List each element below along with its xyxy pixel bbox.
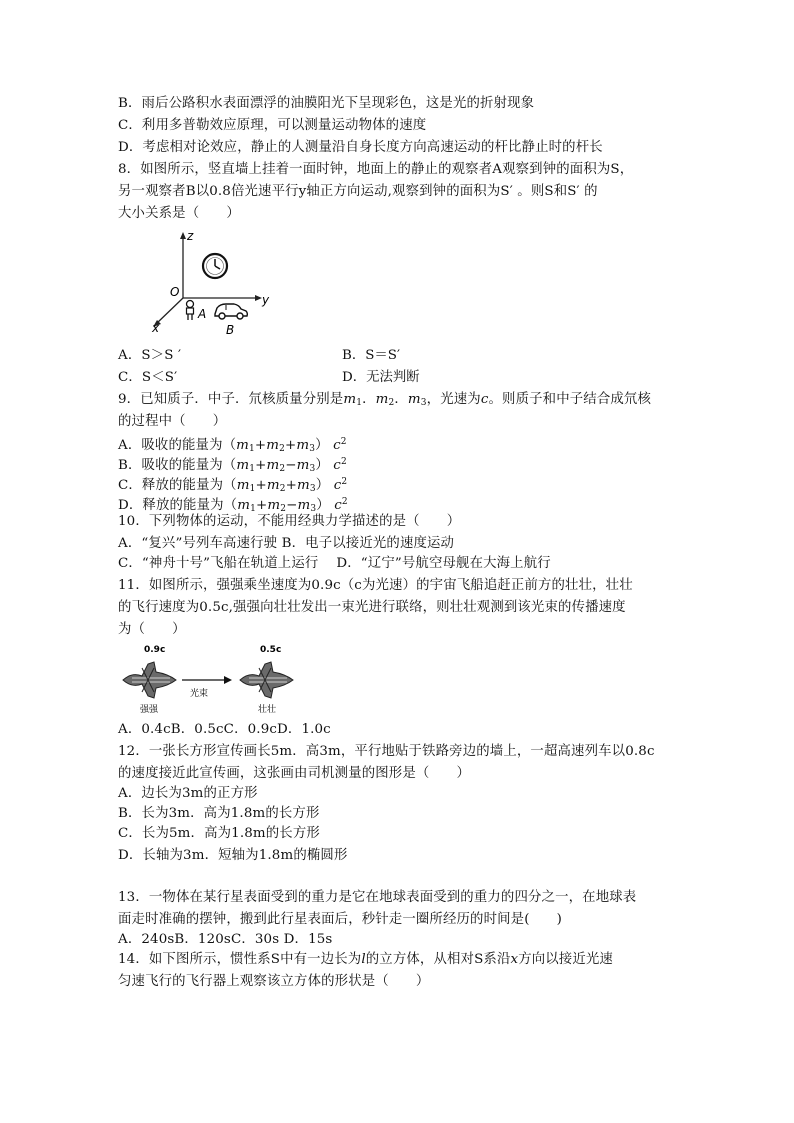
q8-stem-line2: 另一观察者B以0.8倍光速平行y轴正方向运动,观察到钟的面积为S′ 。则S和S′ 的 bbox=[118, 184, 598, 199]
spaceship-right-icon bbox=[240, 662, 293, 698]
q8-option-c: C．S＜S′ bbox=[118, 370, 178, 385]
observer-a-label: A bbox=[198, 307, 207, 321]
q13-options: A．240sB．120sC．30s D．15s bbox=[118, 932, 333, 947]
q11-stem-line2: 的飞行速度为0.5c,强强向壮壮发出一束光进行联络，则壮壮观测到该光束的传播速度 bbox=[118, 600, 626, 615]
q8-stem-line3: 大小关系是（ ） bbox=[118, 206, 240, 221]
q7-option-c: C．利用多普勒效应原理，可以测量运动物体的速度 bbox=[118, 118, 427, 133]
q14-stem-line1: 14．如下图所示，惯性系S中有一边长为l的立方体，从相对S系沿x方向以接近光速 bbox=[118, 952, 613, 967]
z-label: z bbox=[187, 229, 194, 243]
q8-option-b: B．S＝S′ bbox=[342, 348, 401, 363]
q9-option-d: D．释放的能量为$(m_1+m_2-m_3)$ $c^2$ bbox=[118, 497, 348, 514]
q11-stem-line1: 11．如图所示，强强乘坐速度为0.9c（c为光速）的宇宙飞船追赶正前方的壮壮，壮壮 bbox=[118, 578, 633, 593]
x-label: x bbox=[152, 321, 160, 335]
q11-options: A．0.4cB．0.5cC．0.9cD．1.0c bbox=[118, 722, 331, 737]
q12-stem-line2: 的速度接近此宣传画，这张画由司机测量的图形是（ ） bbox=[118, 766, 471, 781]
clock-icon bbox=[203, 254, 227, 278]
observer-a-icon bbox=[187, 301, 194, 321]
car-b-label: B bbox=[226, 323, 235, 337]
x-axis bbox=[156, 298, 183, 324]
origin-label: O bbox=[170, 285, 180, 299]
car-b-icon bbox=[215, 304, 247, 319]
q10-options-cd: C．“神舟十号”飞船在轨道上运行 D．“辽宁”号航空母舰在大海上航行 bbox=[118, 556, 551, 571]
q9-stem-line1: 9．已知质子．中子．氘核质量分别是$m_1$．$m_2$．$m_3$，光速为c。则质子和中子结合成氘核 bbox=[118, 392, 651, 408]
name-label-right: 壮壮 bbox=[258, 705, 277, 714]
q9-option-c: C．释放的能量为$(m_1+m_2+m_3)$ $c^2$ bbox=[118, 477, 348, 494]
spaceship-left-icon bbox=[123, 662, 176, 698]
q8-option-d: D．无法判断 bbox=[342, 370, 420, 385]
q9-option-b: B．吸收的能量为$(m_1+m_2-m_3)$ $c^2$ bbox=[118, 457, 347, 474]
q8-figure bbox=[140, 228, 280, 340]
speed-label-left: 0.9c bbox=[144, 645, 166, 655]
q7-option-b: B．雨后公路积水表面漂浮的油膜阳光下呈现彩色，这是光的折射现象 bbox=[118, 96, 535, 111]
speed-label-right: 0.5c bbox=[260, 645, 282, 655]
q8-stem-line1: 8．如图所示，竖直墙上挂着一面时钟，地面上的静止的观察者A观察到钟的面积为S， bbox=[118, 162, 634, 177]
beam-label: 光束 bbox=[190, 689, 209, 699]
q11-figure bbox=[118, 642, 308, 714]
q7-option-d: D．考虑相对论效应，静止的人测量沿自身长度方向高速运动的杆比静止时的杆长 bbox=[118, 140, 603, 155]
q9-option-a: A．吸收的能量为$(m_1+m_2+m_3)$ $c^2$ bbox=[118, 437, 347, 454]
q12-stem-line1: 12．一张长方形宣传画长5m．高3m，平行地贴于铁路旁边的墙上，一超高速列车以0.8c bbox=[118, 744, 655, 759]
beam-arrow bbox=[224, 676, 232, 684]
q10-stem: 10．下列物体的运动，不能用经典力学描述的是（ ） bbox=[118, 514, 461, 529]
q10-options-ab: A．“复兴”号列车高速行驶 B．电子以接近光的速度运动 bbox=[118, 536, 455, 551]
q12-option-d: D．长轴为3m．短轴为1.8m的椭圆形 bbox=[118, 848, 348, 863]
q12-option-b: B．长为3m．高为1.8m的长方形 bbox=[118, 806, 320, 821]
q11-stem-line3: 为（ ） bbox=[118, 622, 186, 637]
q14-stem-line2: 匀速飞行的飞行器上观察该立方体的形状是（ ） bbox=[118, 974, 430, 989]
q12-option-a: A．边长为3m的正方形 bbox=[118, 786, 258, 801]
q9-stem-line2: 的过程中（ ） bbox=[118, 414, 227, 429]
y-label: y bbox=[262, 293, 270, 307]
y-arrow bbox=[255, 295, 262, 301]
q12-option-c: C．长为5m．高为1.8m的长方形 bbox=[118, 826, 320, 841]
q13-stem-line1: 13．一物体在某行星表面受到的重力是它在地球表面受到的重力的四分之一，在地球表 bbox=[118, 890, 637, 905]
q8-option-a: A．S＞S ′ bbox=[118, 348, 182, 363]
q13-stem-line2: 面走时准确的摆钟，搬到此行星表面后，秒针走一圈所经历的时间是( ) bbox=[118, 912, 563, 927]
z-arrow bbox=[180, 232, 186, 239]
name-label-left: 强强 bbox=[140, 705, 159, 714]
